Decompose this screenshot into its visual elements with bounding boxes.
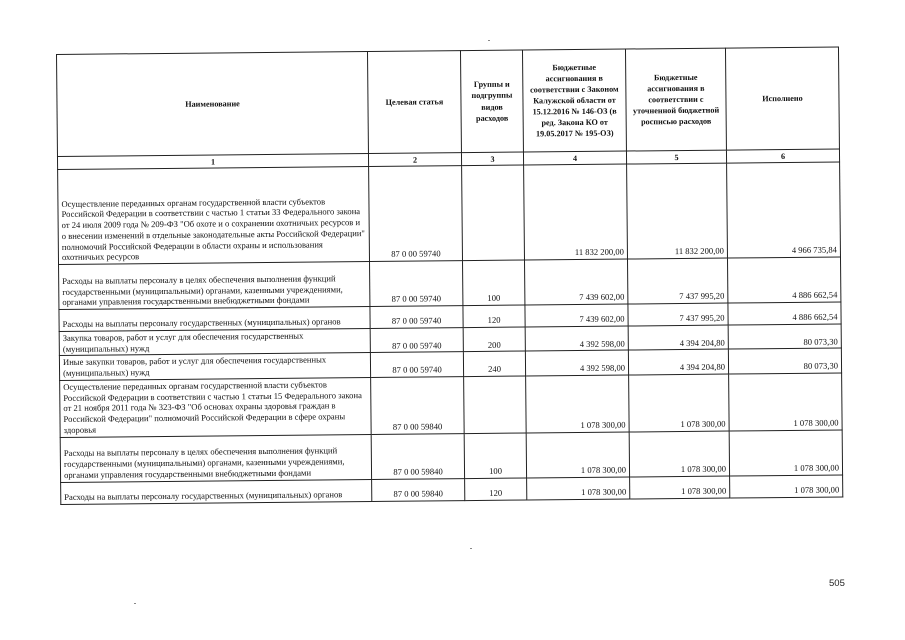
page-number: 505 (829, 578, 845, 589)
scan-speck (470, 548, 472, 549)
row-target-item: 87 0 00 59740 (369, 166, 463, 262)
row-target-item: 87 0 00 59840 (371, 377, 465, 435)
row-expense-group (462, 165, 525, 261)
row-name: Осуществление переданных органам государственной власти субъектов Российской Федерации в соответствии с частью 1 статьи 15 Федерального закона от 21 ноября 2011 года № 323-ФЗ "Об основах охраны здоровья граждан в Российской Федерации" полномочий Российской Федерации в сфере охраны здоровья (60, 377, 372, 437)
header-expense-groups: Группы и подгруппы видов расходов (460, 50, 523, 153)
row-refined: 7 437 995,20 (628, 303, 728, 326)
table-row (60, 373, 843, 437)
table-row (60, 430, 842, 483)
row-name: Расходы на выплаты персоналу в целях обеспечения выполнения функций государственными (муниципальными) органами, казенными учреждениями, органами управления государственными внебюджетными фондами (59, 262, 370, 310)
table-row (59, 257, 841, 310)
row-refined: 4 394 204,80 (628, 350, 728, 375)
row-expense-group: 200 (463, 327, 525, 352)
row-refined: 1 078 300,00 (630, 476, 730, 499)
row-executed: 1 078 300,00 (730, 475, 843, 498)
row-executed: 80 073,30 (728, 348, 841, 374)
scan-speck (134, 603, 136, 604)
row-approved: 4 392 598,00 (525, 350, 628, 375)
row-executed: 1 078 300,00 (729, 430, 842, 476)
row-refined: 1 078 300,00 (629, 431, 729, 477)
row-target-item: 87 0 00 59740 (370, 261, 463, 307)
row-name: Иные закупки товаров, работ и услуг для обеспечения государственных (муниципальных) нужд (59, 353, 370, 380)
header-row (57, 47, 840, 157)
row-expense-group: 120 (465, 478, 527, 501)
header-name: Наименование (57, 52, 369, 157)
row-expense-group: 240 (463, 351, 525, 376)
row-target-item: 87 0 00 59840 (371, 433, 464, 479)
column-number: 5 (626, 150, 726, 164)
row-name: Расходы на выплаты персоналу государственных (муниципальных) органов (59, 306, 370, 331)
row-approved: 4 392 598,00 (525, 326, 628, 351)
row-executed: 80 073,30 (728, 324, 841, 350)
budget-table (56, 46, 843, 504)
row-approved: 11 832 200,00 (524, 164, 628, 260)
row-expense-group: 100 (463, 260, 525, 306)
header-target-item: Целевая статья (367, 51, 461, 154)
column-number: 1 (57, 154, 368, 170)
budget-sheet (56, 46, 842, 504)
row-refined: 1 078 300,00 (629, 374, 730, 432)
column-number: 4 (523, 151, 626, 165)
scan-speck (488, 40, 490, 41)
row-executed: 1 078 300,00 (729, 373, 843, 431)
row-target-item: 87 0 00 59740 (370, 352, 463, 377)
row-refined: 11 832 200,00 (627, 163, 728, 259)
row-approved: 7 439 602,00 (525, 304, 628, 327)
row-approved: 1 078 300,00 (526, 432, 629, 478)
row-name: Закупка товаров, работ и услуг для обеспечения государственных (муниципальных) нужд (59, 328, 370, 355)
row-expense-group (464, 376, 527, 433)
column-number: 6 (726, 149, 839, 163)
row-target-item: 87 0 00 59740 (370, 306, 463, 329)
header-refined-appropriations: Бюджетные ассигнования в соответствии с уточненной бюджетной росписью расходов (625, 48, 726, 151)
row-executed: 4 886 662,54 (727, 257, 840, 303)
header-approved-appropriations: Бюджетные ассигнования в соответствии с Законом Калужской области от 15.12.2016 № 146-ОЗ (в ред. Закона КО от 19.05.2017 № 195-ОЗ) (522, 49, 626, 152)
row-executed: 4 966 735,84 (727, 162, 841, 258)
row-executed: 4 886 662,54 (728, 302, 841, 325)
column-number: 3 (461, 152, 523, 166)
column-number: 2 (368, 153, 461, 167)
row-target-item: 87 0 00 59740 (370, 328, 463, 353)
row-name: Осуществление переданных органам государственной власти субъектов Российской Федерации в соответствии с частью 1 статьи 33 Федерального закона от 24 июля 2009 года № 209-ФЗ "Об охоте и о сохранении охотничьих ресурсов и о внесении изменений в отдельные законодательные акты Российской Федерации" полномочий Российской Федерации в области охраны и использования охотничьих ресурсов (58, 167, 370, 265)
row-expense-group: 100 (464, 433, 526, 479)
row-name: Расходы на выплаты персоналу в целях обеспечения выполнения функций государственными (муниципальными) органами, казенными учреждениями, органами управления государственными внебюджетными фондами (60, 434, 371, 482)
row-approved: 1 078 300,00 (527, 477, 630, 500)
table-row (58, 162, 841, 265)
header-executed: Исполнено (725, 47, 839, 150)
row-target-item: 87 0 00 59840 (372, 478, 465, 501)
row-name: Расходы на выплаты персоналу государственных (муниципальных) органов (61, 479, 372, 504)
row-expense-group: 120 (463, 305, 525, 328)
row-approved: 7 439 602,00 (524, 259, 627, 305)
row-refined: 7 437 995,20 (627, 258, 727, 304)
row-approved: 1 078 300,00 (526, 375, 630, 433)
row-refined: 4 394 204,80 (628, 325, 728, 350)
